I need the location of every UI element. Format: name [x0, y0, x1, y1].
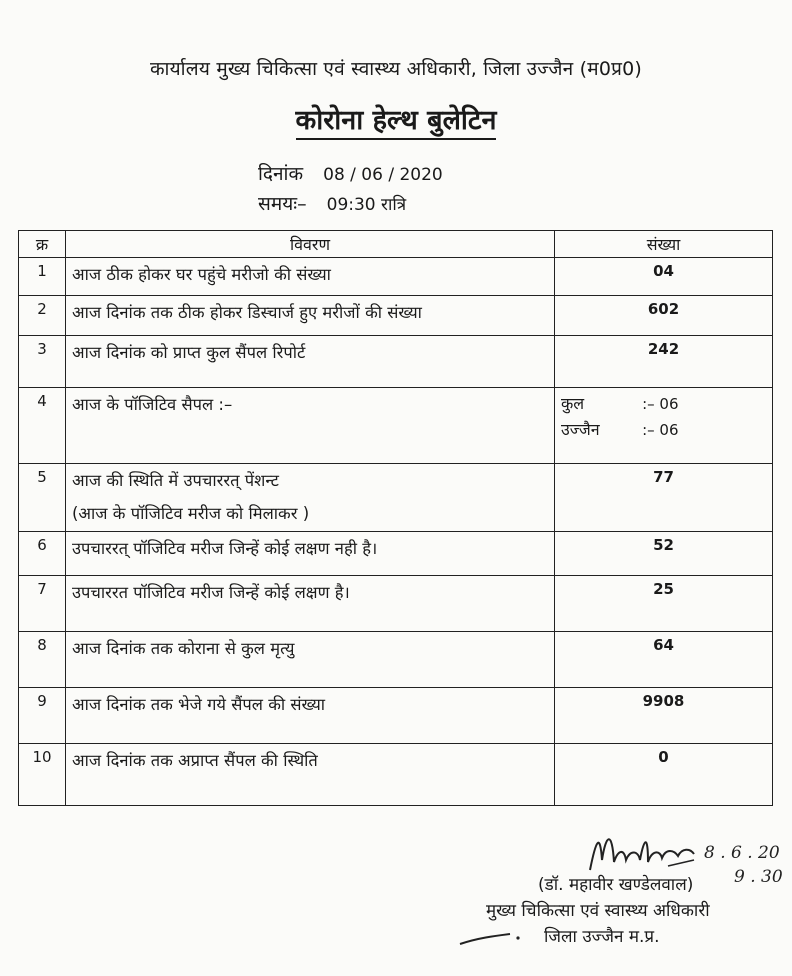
bulletin-table — [18, 230, 773, 806]
pen-stroke-mark — [458, 932, 522, 946]
row-value: 52 — [555, 532, 773, 576]
svg-text:8 . 6 . 20: 8 . 6 . 20 — [704, 843, 780, 863]
row-value: 25 — [555, 576, 773, 632]
time-label: समयः– — [258, 193, 307, 215]
row-serial: 3 — [19, 336, 66, 388]
row-description: आज के पॉजिटिव सैपल :– — [66, 388, 555, 464]
positive-total-label: कुल — [561, 394, 585, 413]
table-row — [19, 632, 773, 688]
row-value: 9908 — [555, 688, 773, 744]
row-serial: 10 — [19, 744, 66, 806]
bulletin-title-text: कोरोना हेल्थ बुलेटिन — [296, 105, 497, 140]
table-row — [19, 532, 773, 576]
table-row — [19, 258, 773, 296]
row-description — [66, 464, 555, 532]
row-description: उपचाररत पॉजिटिव मरीज जिन्हें कोई लक्षण है। — [66, 576, 555, 632]
row-description: आज दिनांक तक कोराना से कुल मृत्यु — [66, 632, 555, 688]
positive-ujjain-label: उज्जैन — [561, 420, 600, 439]
row-value: 77 — [555, 464, 773, 532]
table-row — [19, 464, 773, 532]
positive-ujjain-value: :– 06 — [642, 421, 679, 439]
table-row — [19, 296, 773, 336]
table-row — [19, 388, 773, 464]
row-value: 0 — [555, 744, 773, 806]
row-serial: 8 — [19, 632, 66, 688]
positive-ujjain-row — [561, 418, 766, 444]
date-value: 08 / 06 / 2020 — [323, 165, 443, 185]
table-row — [19, 336, 773, 388]
office-heading: कार्यालय मुख्य चिकित्सा एवं स्वास्थ्य अधिकारी, जिला उज्जैन (म0प्र0) — [149, 58, 643, 80]
positive-total-row — [561, 392, 766, 418]
signatory-designation: मुख्य चिकित्सा एवं स्वास्थ्य अधिकारी — [486, 901, 710, 921]
row-serial: 9 — [19, 688, 66, 744]
row-description: आज दिनांक तक ठीक होकर डिस्चार्ज हुए मरीजों की संख्या — [66, 296, 555, 336]
svg-text:9 . 30: 9 . 30 — [734, 867, 783, 887]
row-value: 04 — [555, 258, 773, 296]
row-serial: 1 — [19, 258, 66, 296]
row-description: आज दिनांक तक अप्राप्त सैंपल की स्थिति — [66, 744, 555, 806]
bulletin-title — [0, 100, 792, 137]
header-count: संख्या — [555, 231, 773, 258]
table-header-row — [19, 231, 773, 258]
row-serial: 4 — [19, 388, 66, 464]
signatory-place: जिला उज्जैन म.प्र. — [544, 927, 660, 947]
date-line — [258, 160, 443, 186]
positive-breakdown — [555, 388, 773, 464]
row-description-main: आज की स्थिति में उपचाररत् पेंशन्ट — [72, 471, 279, 490]
row-serial: 5 — [19, 464, 66, 532]
positive-total-value: :– 06 — [642, 395, 679, 413]
row-description: आज दिनांक तक भेजे गये सैंपल की संख्या — [66, 688, 555, 744]
row-description-sub: (आज के पॉजिटिव मरीज को मिलाकर ) — [72, 504, 310, 523]
time-line — [258, 190, 406, 216]
positive-grid — [561, 392, 766, 444]
row-serial: 7 — [19, 576, 66, 632]
row-description: आज ठीक होकर घर पहुंचे मरीजो की संख्या — [66, 258, 555, 296]
row-description: उपचाररत् पॉजिटिव मरीज जिन्हें कोई लक्षण नही है। — [66, 532, 555, 576]
date-label: दिनांक — [258, 163, 304, 185]
row-value: 242 — [555, 336, 773, 388]
table-row — [19, 688, 773, 744]
table-row — [19, 576, 773, 632]
signatory-name: (डॉ. महावीर खण्डेलवाल) — [538, 875, 694, 895]
signature-block — [470, 820, 790, 970]
row-serial: 2 — [19, 296, 66, 336]
row-value: 602 — [555, 296, 773, 336]
row-value: 64 — [555, 632, 773, 688]
row-serial: 6 — [19, 532, 66, 576]
row-description: आज दिनांक को प्राप्त कुल सैंपल रिपोर्ट — [66, 336, 555, 388]
header-serial: क्र — [19, 231, 66, 258]
table-row — [19, 744, 773, 806]
header-description: विवरण — [66, 231, 555, 258]
time-value: 09:30 रात्रि — [326, 195, 407, 215]
